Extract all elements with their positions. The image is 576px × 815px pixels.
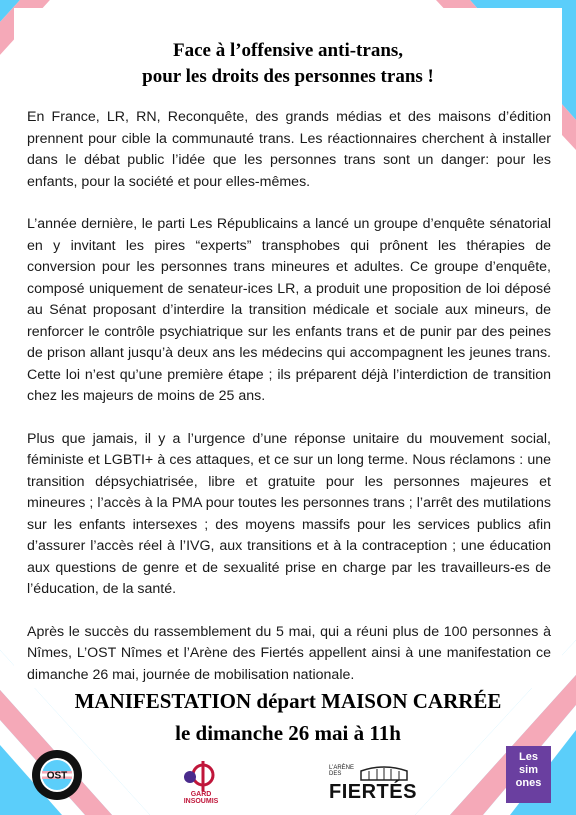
simones-line-3: ones <box>515 777 542 789</box>
title-line-2: pour les droits des personnes trans ! <box>142 66 434 87</box>
cta-line-1: MANIFESTATION départ MAISON CARRÉE <box>74 689 502 713</box>
insoumis-label: INSOUMIS <box>183 798 219 805</box>
paragraph-1: En France, LR, RN, Reconquête, des grands médias et des maisons d’édition prennent pour cible la communauté trans. Les réactionnaires cherchent à installer dans le débat public l’idée que les personnes trans sont un danger: pour les enfants, pour la société et pour elles-mêmes. <box>27 109 551 190</box>
call-to-action <box>0 686 576 748</box>
cta-line-2: le dimanche 26 mai à 11h <box>175 721 401 745</box>
flyer-title <box>0 38 576 90</box>
arena-icon <box>359 765 409 781</box>
paragraph-2: L’année dernière, le parti Les Républicains a lancé un groupe d’enquête sénatorial en y invitant les pires “experts” transphobes qui prônent les thérapies de conversion pour les personnes trans mineures et adultes. Ce groupe d’enquête, composé uniquement de senateur-ices LR, a produit une proposition de loi déposé au Sénat proposant d’interdire la transition médicale et sociale aux mineurs, de renforcer le contrôle psychiatrique sur les enfants trans et de punir par des peines de prison allant jusqu’à deux ans les médecins qui accompagnent les jeunes trans. Cette loi n’est qu’une première étape ; ils préparent déjà l’interdiction de transition chez les majeurs de moins de 25 ans. <box>27 216 551 404</box>
svg-text:OST: OST <box>46 770 68 782</box>
gard-insoumis-logo <box>176 761 226 805</box>
logo-strip <box>0 743 576 815</box>
fiertes-label: FIERTÉS <box>329 781 417 803</box>
ost-nimes-logo <box>31 745 83 805</box>
phi-icon <box>176 761 226 791</box>
flyer-body <box>27 107 551 707</box>
arene-small-label: L’ARÈNE DES <box>329 765 355 777</box>
les-simones-logo <box>506 746 551 803</box>
title-line-1: Face à l’offensive anti-trans, <box>172 40 404 61</box>
gard-label: GARD <box>190 791 212 798</box>
simones-line-2: sim <box>519 764 538 776</box>
arene-des-fiertes-logo <box>329 765 419 805</box>
simones-line-1: Les <box>519 751 538 763</box>
paragraph-3: Plus que jamais, il y a l’urgence d’une réponse unitaire du mouvement social, féministe et LGBTI+ à ces attaques, et ce sur un long terme. Nous réclamons : une transition dépsychiatrisée, libre et gratuite pour les personnes majeures et mineures ; l’accès à la PMA pour toutes les personnes trans ; l’arrêt des mutilations sur les enfants intersexes ; des moyens massifs pour les services publics afin d’assurer l’accès réel à l’IVG, aux transitions et à la contraception ; une éducation aux questions de genre et de sexualité prise en charge par les travailleurs-es de l’éducation, de la santé. <box>27 430 551 597</box>
paragraph-4: Après le succès du rassemblement du 5 mai, qui a réuni plus de 100 personnes à Nîmes, L’OST Nîmes et l’Arène des Fiertés appellent ainsi à une manifestation ce dimanche 26 mai, journée de mobilisation nationale. <box>27 623 551 683</box>
